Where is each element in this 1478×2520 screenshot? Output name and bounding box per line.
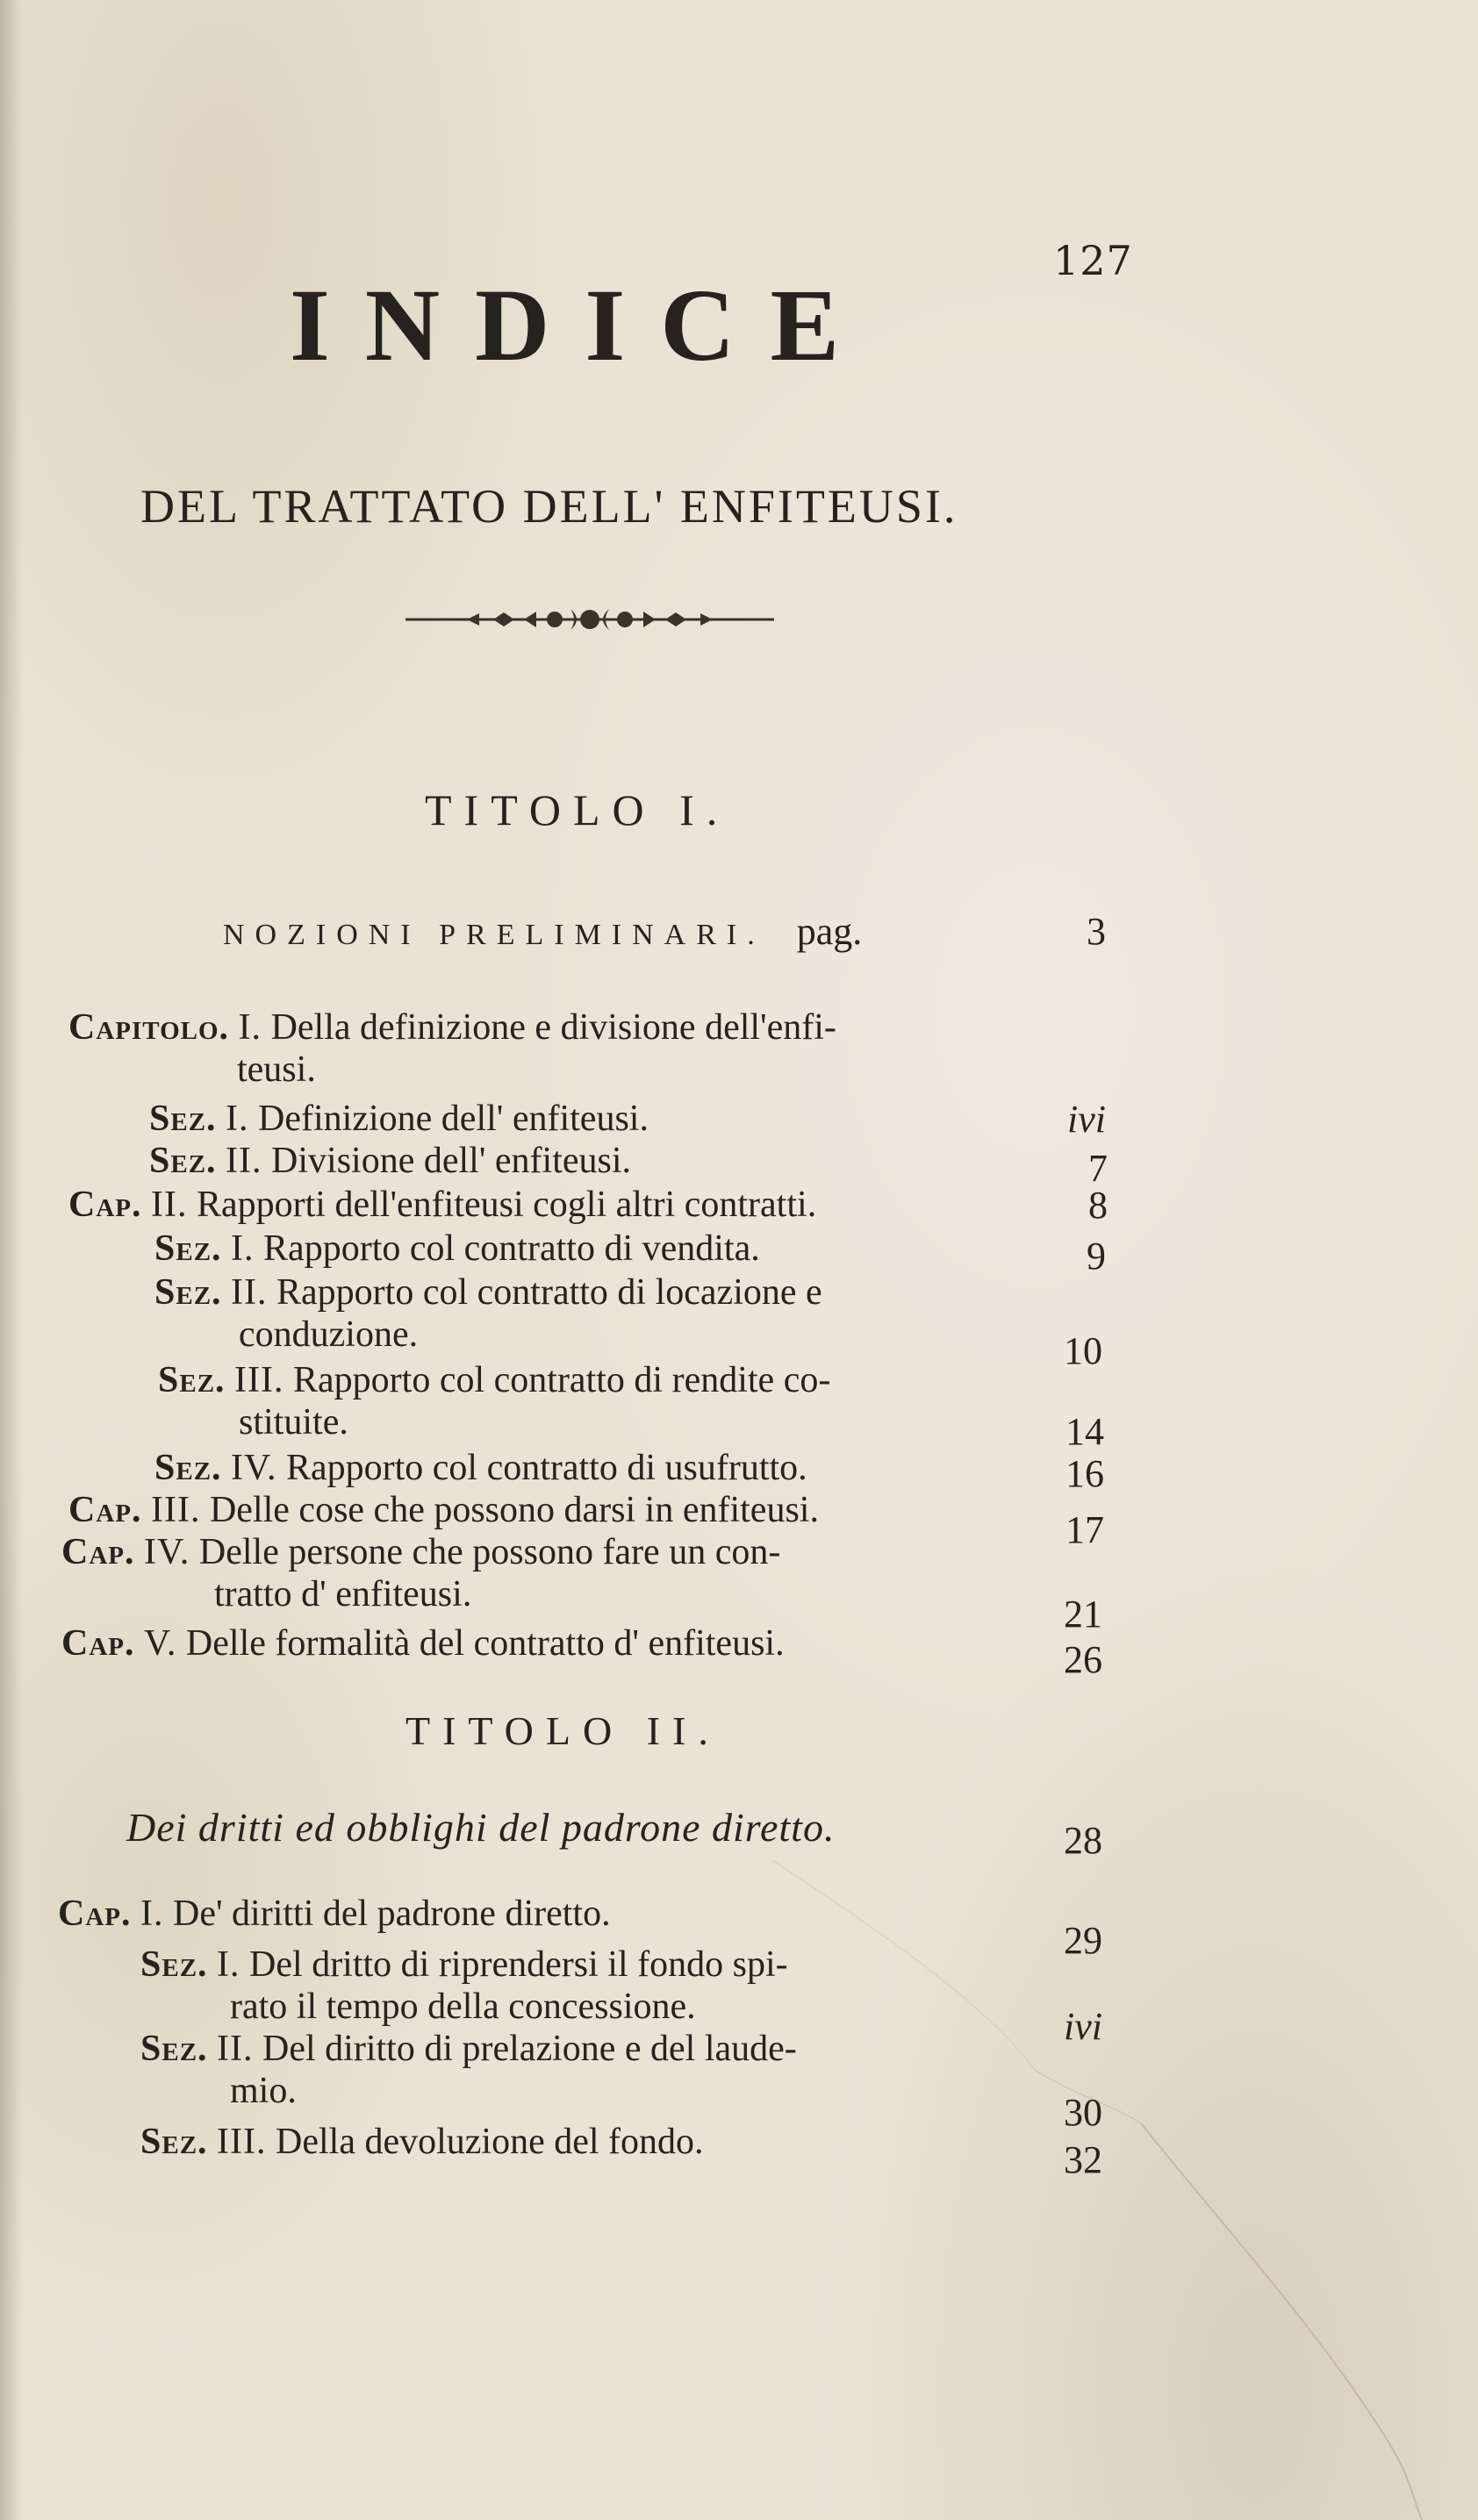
entry-label: Sez. — [140, 2122, 208, 2162]
entry-number: I. — [231, 1228, 255, 1269]
toc-entry-sez — [149, 1142, 631, 1179]
titolo-2-heading: TITOLO II. — [405, 1708, 721, 1753]
entry-page-number: 8 — [1088, 1184, 1108, 1227]
entry-text: Divisione dell' enfiteusi. — [271, 1141, 632, 1181]
entry-label: Cap. — [68, 1490, 142, 1530]
entry-page-number: 30 — [1064, 2091, 1102, 2134]
entry-page-number: 17 — [1065, 1508, 1104, 1551]
section-title: NOZIONI PRELIMINARI. — [223, 919, 765, 951]
ornament-divider — [405, 602, 774, 637]
page-number: 127 — [1053, 237, 1133, 284]
entry-text: Rapporto col contratto di locazione e — [276, 1272, 822, 1313]
entry-number: I. — [226, 1099, 249, 1139]
entry-label: Sez. — [158, 1360, 226, 1400]
entry-number: IV. — [144, 1532, 190, 1572]
entry-label: Sez. — [154, 1228, 222, 1269]
toc-entry-sez — [154, 1230, 760, 1267]
entry-page-number: 10 — [1064, 1329, 1102, 1372]
toc-entry-continuation: teusi. — [237, 1049, 316, 1090]
toc-entry-continuation: mio. — [230, 2071, 297, 2111]
entry-label: Sez. — [149, 1141, 217, 1181]
entry-label: Cap. — [68, 1185, 142, 1225]
entry-page-number: 14 — [1065, 1410, 1104, 1453]
toc-entry-continuation: conduzione. — [239, 1314, 419, 1355]
entry-number: I. — [140, 1894, 164, 1934]
entry-page-number: 29 — [1064, 1919, 1102, 1962]
section-title: Dei dritti ed obblighi del padrone diretto. — [126, 1805, 836, 1850]
entry-number: V. — [144, 1623, 177, 1664]
entry-number: III. — [234, 1360, 284, 1400]
toc-entry-cap — [58, 1895, 611, 1932]
toc-entry-sez — [140, 1946, 788, 1983]
entry-text: Definizione dell' enfiteusi. — [258, 1099, 649, 1139]
entry-text: Delle persone che possono fare un con- — [198, 1532, 781, 1572]
entry-number: III. — [217, 2122, 267, 2162]
entry-text: Della definizione e divisione dell'enfi- — [270, 1007, 836, 1048]
entry-page-number: ivi — [1067, 1098, 1106, 1141]
entry-number: II. — [217, 2029, 254, 2069]
entry-label: Sez. — [154, 1272, 222, 1313]
entry-text: Del diritto di prelazione e del laude- — [262, 2029, 797, 2069]
toc-entry-sez — [154, 1274, 822, 1311]
toc-entry-cap — [61, 1534, 780, 1571]
entry-text: Rapporto col contratto di vendita. — [263, 1228, 760, 1269]
titolo-1-section — [223, 909, 862, 954]
entry-page-number: 7 — [1088, 1147, 1108, 1190]
entry-text: Rapporti dell'enfiteusi cogli altri contratti. — [196, 1185, 817, 1225]
toc-entry-continuation: stituite. — [239, 1402, 348, 1443]
entry-text: Rapporto col contratto di rendite co- — [293, 1360, 831, 1400]
entry-page-number: 16 — [1065, 1452, 1104, 1495]
entry-label: Sez. — [140, 2029, 208, 2069]
toc-entry-sez — [154, 1450, 807, 1486]
toc-entry-continuation: rato il tempo della concessione. — [230, 1987, 696, 2027]
entry-number: II. — [151, 1185, 188, 1225]
entry-label: Capitolo. — [68, 1007, 230, 1048]
entry-number: III. — [151, 1490, 201, 1530]
entry-text: Del dritto di riprendersi il fondo spi- — [249, 1944, 788, 1985]
toc-entry-cap — [68, 1186, 816, 1223]
entry-label: Cap. — [58, 1894, 132, 1934]
entry-page-number: 21 — [1064, 1593, 1102, 1636]
entry-text: Della devoluzione del fondo. — [276, 2122, 704, 2162]
entry-page-number: 9 — [1087, 1235, 1106, 1278]
toc-entry-continuation: tratto d' enfiteusi. — [214, 1574, 472, 1614]
entry-number: I. — [238, 1007, 262, 1048]
entry-page-number: ivi — [1064, 2005, 1102, 2048]
toc-entry-sez — [149, 1100, 649, 1137]
page-label: pag. — [796, 910, 863, 953]
index-subtitle: DEL TRATTATO DELL' ENFITEUSI. — [140, 480, 958, 533]
entry-text: Delle cose che possono darsi in enfiteusi. — [209, 1490, 819, 1530]
toc-entry-sez — [158, 1362, 830, 1399]
entry-label: Cap. — [61, 1623, 135, 1664]
toc-entry-cap — [68, 1492, 819, 1528]
entry-text: Delle formalità del contratto d' enfiteusi. — [185, 1623, 785, 1664]
section-page-number: 3 — [1087, 910, 1106, 953]
entry-number: II. — [226, 1141, 262, 1181]
entry-label: Cap. — [61, 1532, 135, 1572]
toc-entry-capitolo-1 — [68, 1009, 836, 1046]
entry-label: Sez. — [140, 1944, 208, 1985]
entry-number: I. — [217, 1944, 240, 1985]
entry-page-number: 32 — [1064, 2138, 1102, 2181]
toc-entry-sez — [140, 2123, 704, 2160]
entry-page-number: 26 — [1064, 1638, 1102, 1681]
toc-entry-cap — [61, 1625, 785, 1662]
entry-text: De' diritti del padrone diretto. — [173, 1894, 611, 1934]
titolo-2-section — [126, 1804, 835, 1851]
entry-text: Rapporto col contratto di usufrutto. — [285, 1448, 807, 1488]
toc-entry-sez — [140, 2030, 797, 2067]
entry-number: IV. — [231, 1448, 277, 1488]
titolo-1-heading: TITOLO I. — [425, 785, 730, 834]
index-title: INDICE — [290, 268, 875, 383]
entry-label: Sez. — [154, 1448, 222, 1488]
entry-label: Sez. — [149, 1099, 217, 1139]
section-page-number: 28 — [1064, 1819, 1102, 1862]
entry-number: II. — [231, 1272, 268, 1313]
